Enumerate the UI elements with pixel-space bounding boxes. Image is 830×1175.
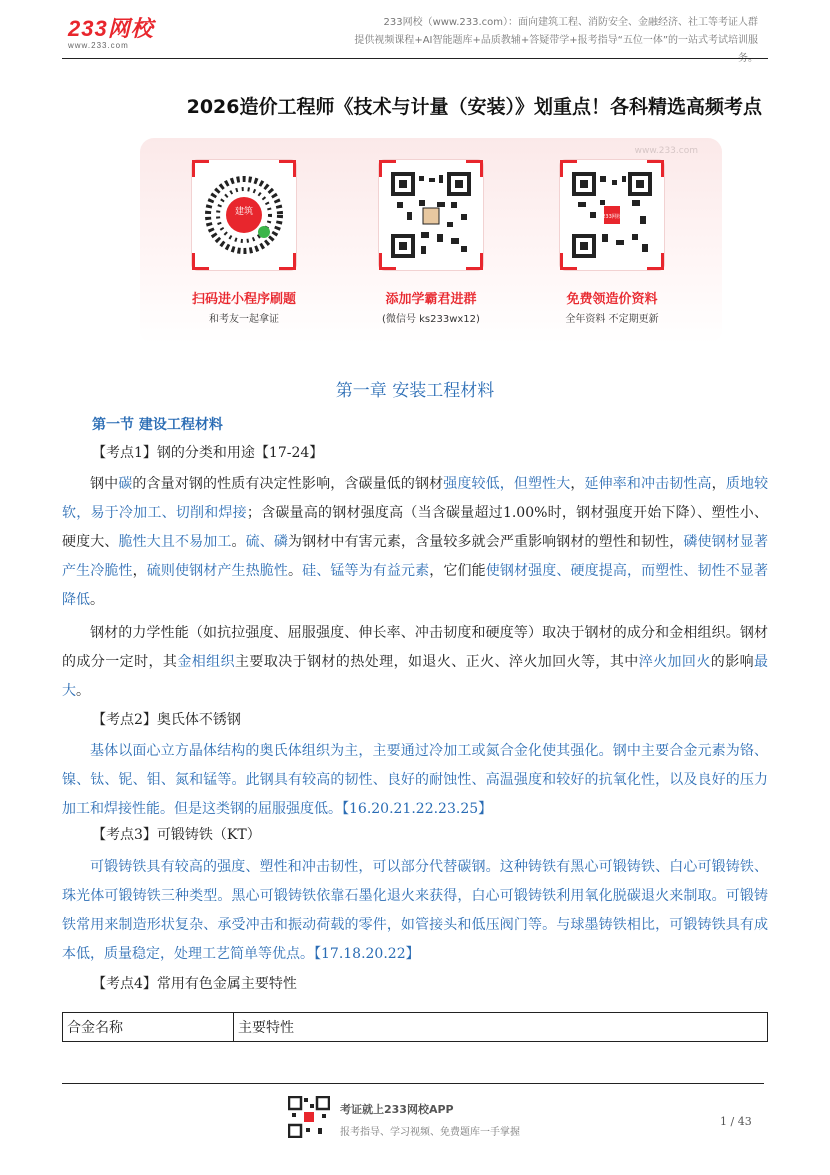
- table-header-row: [63, 1013, 768, 1042]
- card1-caption-title: 扫码进小程序刷题: [191, 292, 296, 307]
- card2-caption-sub: (微信号 ks233wx12): [382, 314, 480, 325]
- alloy-table: [62, 1012, 768, 1042]
- card2-caption-title: 添加学霸君进群: [385, 292, 477, 307]
- card3-caption-sub: 全年资料 不定期更新: [565, 314, 659, 325]
- highlighted-text: 硫、磷: [245, 534, 288, 550]
- header-info: [338, 14, 758, 68]
- logo-url: www.233.com: [68, 41, 129, 50]
- page-title: 2026造价工程师《技术与计量（安装）》划重点！各科精选高频考点: [186, 96, 762, 118]
- body-text: 。: [287, 563, 303, 579]
- miniprogram-qr-icon: [204, 172, 284, 258]
- highlighted-text: 延伸率和冲击韧性高: [584, 476, 712, 492]
- highlighted-text: 强度较低，但塑性大: [443, 476, 571, 492]
- table-header-cell: 主要特性: [234, 1013, 768, 1042]
- chapter-heading: 第一章 安装工程材料: [335, 381, 495, 401]
- highlighted-text: 最大: [62, 654, 769, 699]
- kd2-body: 基体以面心立方晶体结构的奥氏体组织为主，主要通过冷加工或氮合金化使其强化。钢中主要合金元素为铬、镍、钛、铌、钼、氮和锰等。此钢具有较高的韧性、良好的耐蚀性、高温强度和较好的抗氧化性，以及良好的压力加工和焊接性能。但是这类钢的屈服强度低。【16.20.21.22.23.25】: [62, 743, 768, 817]
- header-divider: [62, 58, 768, 59]
- wechat-qr-icon: [391, 172, 471, 258]
- promo-banner: [140, 138, 722, 344]
- page-number: 1 / 43: [720, 1115, 752, 1128]
- highlighted-text: 金相组织: [177, 654, 236, 670]
- kd3-body: 可锻铸铁具有较高的强度、塑性和冲击韧性，可以部分代替碳钢。这种铸铁有黑心可锻铸铁、白心可锻铸铁、珠光体可锻铸铁三种类型。黑心可锻铸铁依靠石墨化退火来获得，白心可锻铸铁利用氧化脱碳退火来制取。可锻铸铁常用来制造形状复杂、承受冲击和振动荷载的零件，如管接头和低压阀门等。与球墨铸铁相比，可锻铸铁具有成本低，质量稳定，处理工艺简单等优点。【17.18.20.22】: [62, 859, 768, 962]
- kd3-heading: 【考点3】可锻铸铁（KT）: [92, 827, 261, 843]
- body-text: 的影响: [710, 654, 755, 670]
- qr-badge-3: 233网校: [602, 214, 622, 220]
- header-info-line1: 233网校（www.233.com）：面向建筑工程、消防安全、金融经济、社工等考证人群: [383, 17, 758, 28]
- footer-app-title: 考证就上233网校APP: [340, 1103, 454, 1116]
- card3-caption-title: 免费领造价资料: [566, 292, 658, 307]
- table-header-cell: 合金名称: [63, 1013, 234, 1042]
- header-info-line2: 提供视频课程+AI智能题库+品质教辅+答疑带学+报考指导“五位一体”的一站式考试培训服: [354, 35, 758, 46]
- highlighted-text: 磷使钢材显著产生冷脆性: [62, 534, 769, 579]
- kd1-paragraph1: [62, 470, 768, 615]
- body-text: 。: [76, 683, 90, 699]
- body-text: ；含碳量高的钢材强度高（当含碳量超过1.00%时，钢材强度开始下降）、塑性小、硬度大、: [62, 505, 769, 550]
- body-text: ，: [132, 563, 147, 579]
- kd4-heading: 【考点4】常用有色金属主要特性: [92, 976, 297, 992]
- highlighted-text: 淬火加回火: [638, 654, 711, 670]
- highlighted-text: 碳: [118, 476, 133, 492]
- highlighted-text: 硅、锰等为有益元素: [302, 563, 430, 579]
- footer-divider: [62, 1083, 764, 1084]
- card1-caption-sub: 和考友一起拿证: [209, 314, 279, 325]
- body-text: 为钢材中有害元素，含量较多就会严重影响钢材的塑性和韧性，: [287, 534, 684, 550]
- highlighted-text: 脆性大且不易加工: [118, 534, 232, 550]
- body-text: 主要取决于钢材的热处理，如退火、正火、淬火加回火等，其中: [235, 654, 639, 670]
- miniprogram-qr-card[interactable]: [192, 160, 296, 270]
- body-text: 。: [90, 592, 104, 608]
- body-text: ，: [570, 476, 585, 492]
- section-heading: 第一节 建设工程材料: [92, 417, 223, 433]
- materials-qr-icon: [572, 172, 652, 258]
- site-logo[interactable]: [68, 12, 154, 50]
- footer-app-sub: 报考指导、学习视频、免费题库一手掌握: [340, 1127, 520, 1138]
- wechat-group-qr-card[interactable]: [379, 160, 483, 270]
- body-text: ，: [711, 476, 726, 492]
- body-text: 钢材的力学性能（如抗拉强度、屈服强度、伸长率、冲击韧度和硬度等）取决于钢材的成分和金相组织。钢材的成分一定时，其: [62, 625, 768, 670]
- highlighted-text: 硫则使钢材产生热脆性: [146, 563, 288, 579]
- banner-url: www.233.com: [634, 146, 698, 156]
- logo-text: 233网校: [68, 16, 154, 41]
- kd1-heading: 【考点1】钢的分类和用途【17-24】: [92, 445, 324, 461]
- highlighted-text: 使钢材强度、硬度提高，而塑性、韧性不显著降低: [62, 563, 769, 608]
- footer-qr-icon[interactable]: [288, 1096, 330, 1138]
- highlighted-text: 质地较软，易于冷加工、切削和焊接: [62, 476, 769, 521]
- body-text: 钢中: [90, 476, 119, 492]
- body-text: 的含量对钢的性质有决定性影响，含碳量低的钢材: [132, 476, 444, 492]
- kd2-heading: 【考点2】奥氏体不锈钢: [92, 712, 241, 728]
- kd1-paragraph2: [62, 619, 768, 706]
- materials-qr-card[interactable]: [560, 160, 664, 270]
- qr-badge-1: 建筑: [234, 207, 254, 217]
- body-text: ，它们能: [429, 563, 486, 579]
- body-text: 。: [231, 534, 246, 550]
